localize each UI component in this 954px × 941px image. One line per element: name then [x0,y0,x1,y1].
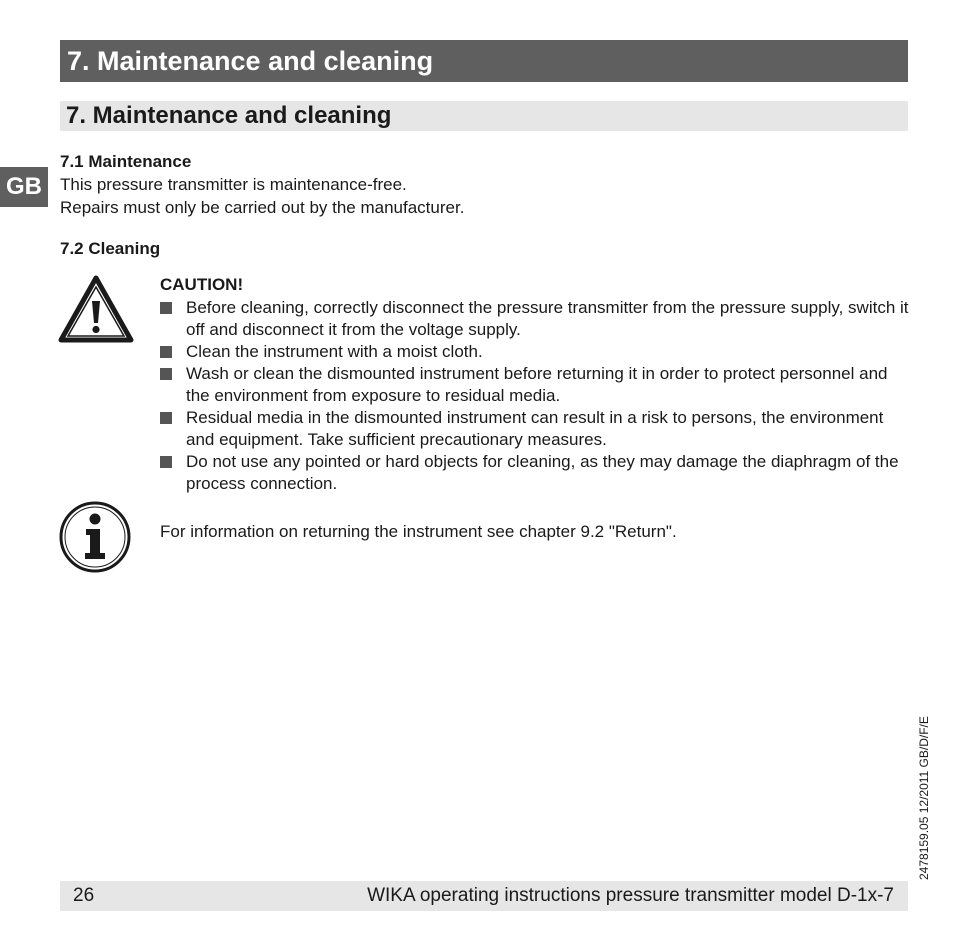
page-number: 26 [73,885,95,906]
language-tab: GB [0,167,48,207]
footer-title: WIKA operating instructions pressure transmitter model D-1x-7 [367,885,894,906]
cleaning-bullet-list [160,297,910,495]
bullet-text: Clean the instrument with a moist cloth. [186,342,483,361]
bullet-square-icon [160,368,172,380]
bullet-square-icon [160,412,172,424]
info-circle-icon [58,500,132,574]
bullet-square-icon [160,302,172,314]
bullet-text: Residual media in the dismounted instrument can result in a risk to persons, the environment and equipment. Take sufficient precautionary measures. [186,408,884,449]
warning-triangle-icon [58,275,134,343]
maintenance-line-2: Repairs must only be carried out by the manufacturer. [60,198,465,217]
chapter-title: 7. Maintenance and cleaning [60,40,908,82]
cleaning-heading: 7.2 Cleaning [60,239,161,258]
bullet-text: Do not use any pointed or hard objects for cleaning, as they may damage the diaphragm of the process connection. [186,452,899,493]
list-item [160,297,910,341]
bullet-square-icon [160,346,172,358]
page-footer [60,881,908,911]
list-item [160,341,910,363]
section-title: 7. Maintenance and cleaning [60,101,908,131]
bullet-square-icon [160,456,172,468]
caution-title: CAUTION! [160,275,244,294]
maintenance-line-1: This pressure transmitter is maintenance-free. [60,175,407,194]
bullet-text: Before cleaning, correctly disconnect the pressure transmitter from the pressure supply, switch it off and disconnect it from the voltage supply. [186,298,909,339]
list-item [160,451,910,495]
document-code: 2478159.05 12/2011 GB/D/F/E [917,716,931,880]
maintenance-heading: 7.1 Maintenance [60,152,192,171]
bullet-text: Wash or clean the dismounted instrument before returning it in order to protect personnel and the environment from exposure to residual media. [186,364,888,405]
info-note: For information on returning the instrument see chapter 9.2 "Return". [160,522,677,541]
list-item [160,363,910,407]
list-item [160,407,910,451]
